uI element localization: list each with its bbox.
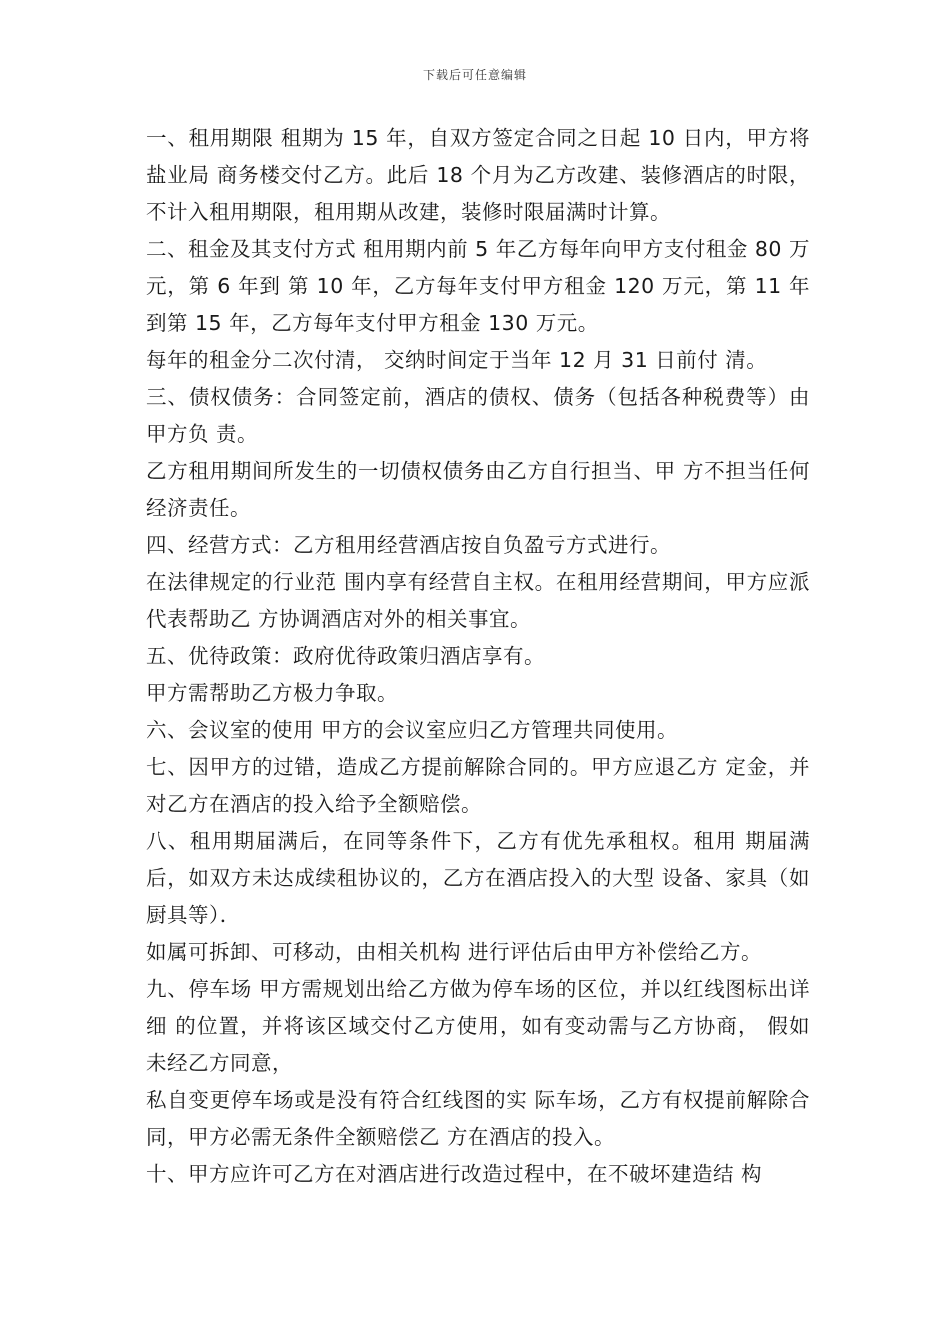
paragraph-meeting-room: 六、会议室的使用 甲方的会议室应归乙方管理共同使用。 [146,718,679,742]
document-body [146,120,810,1193]
paragraph-parking-change: 私自变更停车场或是没有符合红线图的实 际车场，乙方有权提前解除合同，甲方必需无条件全额赔偿乙 方在酒店的投入。 [146,1088,810,1149]
paragraph-lease-expiry: 八、租用期届满后，在同等条件下，乙方有优先承租权。租用 期届满后，如双方未达成续租协议的，乙方在酒店投入的大型 设备、家具（如厨具等）． [146,829,810,927]
paragraph-parking: 九、停车场 甲方需规划出给乙方做为停车场的区位，并以红线图标出详细 的位置，并将该区域交付乙方使用，如有变动需与乙方协商， 假如未经乙方同意， [146,977,810,1075]
paragraph-debts: 三、债权债务：合同签定前，酒店的债权、债务（包括各种税费等）由甲方负 责。 [146,385,810,446]
paragraph-operation-mode: 四、经营方式：乙方租用经营酒店按自负盈亏方式进行。 [146,533,671,557]
paragraph-equipment-compensation: 如属可拆卸、可移动，由相关机构 进行评估后由甲方补偿给乙方。 [146,940,763,964]
paragraph-preferential-policy: 五、优待政策：政府优待政策归酒店享有。 [146,644,545,668]
paragraph-operation-rights: 在法律规定的行业范 围内享有经营自主权。在租用经营期间，甲方应派代表帮助乙 方协调酒店对外的相关事宜。 [146,570,810,631]
paragraph-lease-term: 一、租用期限 租期为 15 年，自双方签定合同之日起 10 日内，甲方将盐业局 商务楼交付乙方。此后 18 个月为乙方改建、装修酒店的时限， 不计入租用期限，租用期从改建，装修时限届满时计算。 [146,126,810,224]
paragraph-early-termination: 七、因甲方的过错，造成乙方提前解除合同的。甲方应退乙方 定金，并对乙方在酒店的投入给予全额赔偿。 [146,755,810,816]
page-header: 下载后可任意编辑 [422,68,527,82]
paragraph-payment-schedule: 每年的租金分二次付清， 交纳时间定于当年 12 月 31 日前付 清。 [146,348,768,372]
paragraph-renovation: 十、甲方应许可乙方在对酒店进行改造过程中，在不破坏建造结 构 [146,1162,763,1186]
paragraph-debts-lessee: 乙方租用期间所发生的一切债权债务由乙方自行担当、甲 方不担当任何经济责任。 [146,459,810,520]
paragraph-rent-payment: 二、租金及其支付方式 租用期内前 5 年乙方每年向甲方支付租金 80 万元，第 6 年到 第 10 年，乙方每年支付甲方租金 120 万元，第 11 年到第 15 年，乙方每年支付甲方租金 130 万元。 [146,237,810,335]
paragraph-policy-assist: 甲方需帮助乙方极力争取。 [146,681,398,705]
